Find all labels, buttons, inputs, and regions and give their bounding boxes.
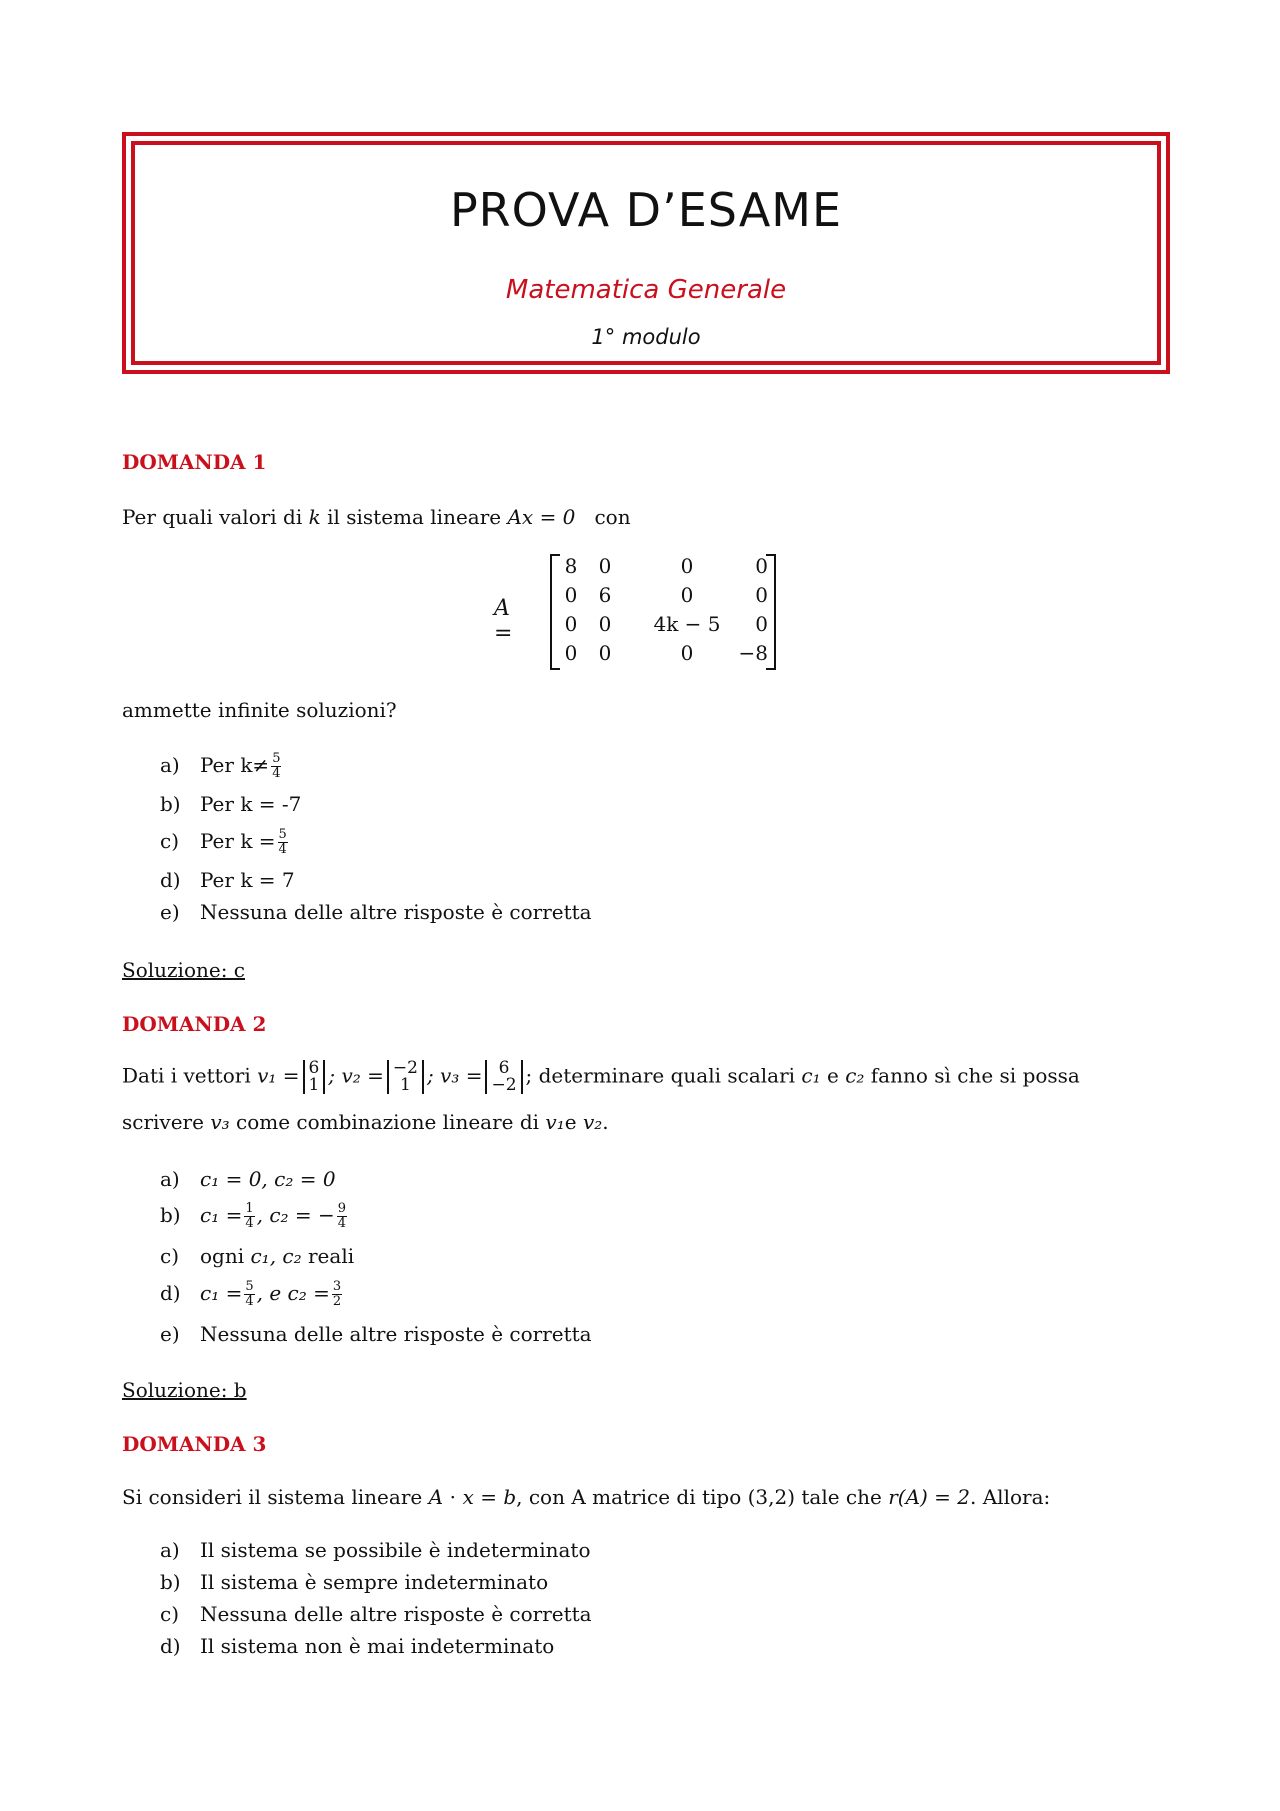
q2-v1: v₁ = [257, 1063, 300, 1088]
module-label: 1° modulo [591, 325, 701, 349]
q1-option-c-fraction [278, 828, 288, 857]
exam-title: PROVA D’ESAME [449, 183, 843, 237]
q1-text-b: il sistema lineare [327, 505, 502, 529]
q2-solution: Soluzione: b [122, 1378, 247, 1402]
q1-option-a[interactable] [160, 752, 283, 781]
matrix-label: A = [494, 596, 513, 646]
q1-solution: Soluzione: c [122, 958, 246, 982]
q1-option-a-fraction-num: 5 [272, 751, 281, 766]
q3-option-d-text: Il sistema non è mai indeterminato [200, 1634, 555, 1658]
q3-option-a[interactable] [160, 1538, 591, 1562]
q2-v1-vector [303, 1060, 326, 1094]
q2-text-a: Dati i vettori [122, 1063, 251, 1088]
q2-option-b-pre: c₁ = [200, 1203, 243, 1227]
q1-option-c-fraction-num: 5 [278, 827, 287, 842]
q1-text-c: con [594, 505, 631, 529]
q2-question-line1 [122, 1060, 1080, 1094]
matrix-cell-r3-c3: 4k − 5 [653, 612, 721, 636]
q2-option-b-label: b) [160, 1203, 181, 1227]
q3-option-a-label: a) [160, 1538, 180, 1562]
q2-c2: c₂ [845, 1063, 865, 1088]
q2-option-b-mid: , c₂ = − [256, 1203, 335, 1227]
matrix-cell-r1-c3: 0 [680, 554, 694, 578]
q2-option-d-frac1-den: 4 [245, 1294, 254, 1309]
matrix-cell-r3-c4: 0 [755, 612, 768, 636]
q2-v3-bottom: −2 [491, 1075, 517, 1095]
q3-option-b[interactable] [160, 1570, 548, 1594]
q2-text-c: fanno sì che si possa [870, 1063, 1080, 1088]
q2-v1-bottom: 1 [308, 1075, 320, 1095]
q2-option-d-frac1-num: 5 [245, 1279, 254, 1294]
q2-line2-v3: v₃ [210, 1110, 230, 1134]
q2-line2-v2: v₂ [582, 1110, 603, 1134]
q2-line2-e: e [564, 1110, 577, 1134]
q2-v3-vector [485, 1060, 522, 1094]
q2-c1: c₁ [801, 1063, 821, 1088]
q1-option-b-label: b) [160, 792, 181, 816]
q2-option-a-label: a) [160, 1167, 180, 1191]
q1-option-a-label: a) [160, 753, 180, 777]
q1-option-c-text: Per k = [200, 829, 276, 853]
q1-option-e-label: e) [160, 900, 180, 924]
q2-option-e-label: e) [160, 1322, 180, 1346]
q3-option-d[interactable] [160, 1634, 554, 1658]
q2-text-b: ; determinare quali scalari [525, 1063, 796, 1088]
q2-option-d-frac2-den: 2 [332, 1294, 342, 1309]
matrix-cell-r4-c2: 0 [598, 641, 612, 665]
q3-text-b: , con A matrice di tipo (3,2) tale che [516, 1485, 882, 1509]
q1-option-c-label: c) [160, 829, 180, 853]
q1-option-e[interactable] [160, 900, 592, 924]
q1-question-line [122, 505, 631, 529]
course-subtitle: Matematica Generale [505, 275, 787, 305]
q3-option-d-label: d) [160, 1634, 181, 1658]
q1-question-tail: ammette infinite soluzioni? [122, 698, 397, 722]
q3-question-line [122, 1485, 1050, 1509]
q2-line2-b: come combinazione lineare di [236, 1110, 540, 1134]
matrix-cell-r1-c1: 8 [564, 554, 578, 578]
q1-option-a-text: Per k≠ [200, 753, 270, 777]
q3-text-c: . Allora: [970, 1485, 1051, 1509]
q2-option-c-label: c) [160, 1244, 180, 1268]
q1-heading: DOMANDA 1 [122, 450, 267, 474]
q3-option-c[interactable] [160, 1602, 592, 1626]
q2-option-a[interactable] [160, 1167, 336, 1191]
q2-option-e-text: Nessuna delle altre risposte è corretta [200, 1322, 592, 1346]
q2-question-line2 [122, 1110, 609, 1134]
q2-heading: DOMANDA 2 [122, 1012, 267, 1036]
q1-option-a-fraction [271, 752, 281, 781]
q2-option-c[interactable] [160, 1244, 354, 1268]
matrix-A [550, 550, 776, 668]
q2-option-d-frac2-num: 3 [332, 1279, 342, 1294]
q2-line2-end: . [602, 1110, 609, 1134]
q1-option-e-text: Nessuna delle altre risposte è corretta [200, 900, 592, 924]
matrix-cell-r3-c1: 0 [564, 612, 578, 636]
q3-text-a: Si consideri il sistema lineare [122, 1485, 423, 1509]
q2-option-d-frac1 [244, 1280, 254, 1309]
q1-option-d-label: d) [160, 868, 181, 892]
matrix-cell-r2-c4: 0 [755, 583, 768, 607]
matrix-cell-r2-c1: 0 [564, 583, 578, 607]
q2-option-d[interactable] [160, 1280, 344, 1309]
q3-rank: r(A) = 2 [888, 1485, 971, 1509]
matrix-cell-r4-c3: 0 [680, 641, 694, 665]
q1-option-d[interactable] [160, 868, 295, 892]
matrix-cell-r3-c2: 0 [598, 612, 612, 636]
q2-line2-a: scrivere [122, 1110, 204, 1134]
q2-option-c-math: c₁, c₂ [250, 1244, 302, 1268]
q2-option-b-frac1-num: 1 [245, 1201, 254, 1216]
q2-option-b-frac2-den: 4 [337, 1216, 347, 1231]
q3-heading: DOMANDA 3 [122, 1432, 267, 1456]
q3-option-b-text: Il sistema è sempre indeterminato [200, 1570, 549, 1594]
q1-text-a: Per quali valori di [122, 505, 303, 529]
q2-v2-top: −2 [392, 1058, 418, 1078]
q2-option-b-frac2-num: 9 [337, 1201, 347, 1216]
q1-option-b-text: Per k = -7 [200, 792, 302, 816]
q2-option-c-pre: ogni [200, 1244, 245, 1268]
q2-option-d-label: d) [160, 1281, 181, 1305]
q2-option-b-frac2 [337, 1202, 347, 1231]
matrix-cell-r1-c2: 0 [598, 554, 612, 578]
q2-option-e[interactable] [160, 1322, 592, 1346]
q1-option-d-text: Per k = 7 [200, 868, 295, 892]
q1-option-b[interactable] [160, 792, 301, 816]
q2-option-d-pre: c₁ = [200, 1281, 243, 1305]
q3-equation: A ⋅ x = b [428, 1485, 517, 1509]
q2-e: e [826, 1063, 839, 1088]
q3-option-b-label: b) [160, 1570, 181, 1594]
q2-option-d-frac2 [332, 1280, 342, 1309]
q1-var-k: k [308, 505, 321, 529]
q2-v2-bottom: 1 [399, 1075, 411, 1095]
q2-option-c-post: reali [308, 1244, 355, 1268]
q2-option-a-text: c₁ = 0, c₂ = 0 [200, 1167, 336, 1191]
q2-v3: ; v₃ = [426, 1063, 483, 1088]
q2-option-d-mid: , e c₂ = [256, 1281, 330, 1305]
title-box [122, 132, 1170, 374]
matrix-cell-r2-c3: 0 [680, 583, 694, 607]
matrix-cell-r2-c2: 6 [598, 583, 612, 607]
q2-line2-v1: v₁ [545, 1110, 565, 1134]
q2-v2: ; v₂ = [328, 1063, 384, 1088]
q1-option-c-fraction-den: 4 [278, 842, 287, 857]
q3-option-c-text: Nessuna delle altre risposte è corretta [200, 1602, 592, 1626]
matrix-cell-r4-c1: 0 [564, 641, 578, 665]
title-box-inner [131, 141, 1161, 365]
q3-option-a-text: Il sistema se possibile è indeterminato [200, 1538, 591, 1562]
q1-equation: Ax = 0 [507, 505, 576, 529]
q2-v1-top: 6 [308, 1058, 320, 1078]
q2-v3-top: 6 [498, 1058, 510, 1078]
q2-v2-vector [387, 1060, 424, 1094]
q2-option-b-frac1 [244, 1202, 254, 1231]
q2-option-b[interactable] [160, 1202, 349, 1231]
matrix-cell-r4-c4: −8 [738, 641, 768, 665]
matrix-cell-r1-c4: 0 [755, 554, 768, 578]
q1-option-a-fraction-den: 4 [272, 766, 281, 781]
q2-option-b-frac1-den: 4 [245, 1216, 254, 1231]
q3-option-c-label: c) [160, 1602, 180, 1626]
q1-option-c[interactable] [160, 828, 290, 857]
